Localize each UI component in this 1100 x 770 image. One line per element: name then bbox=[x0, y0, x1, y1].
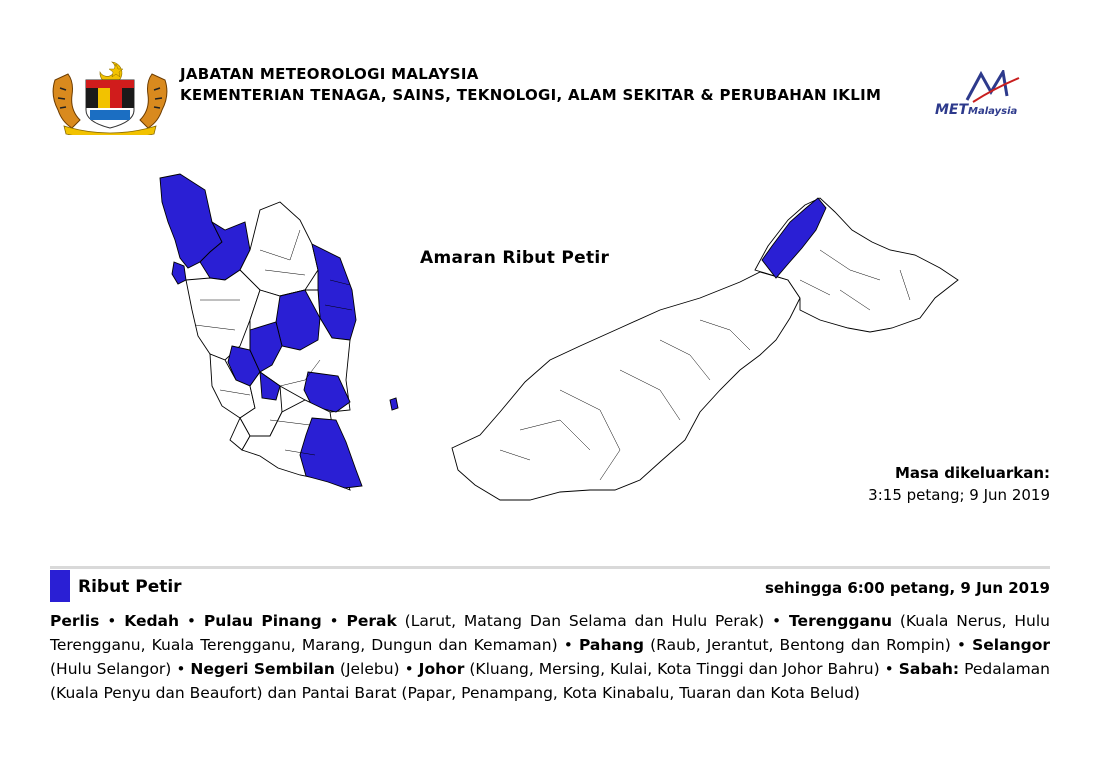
met-malaysia-logo bbox=[935, 70, 1050, 125]
peninsular-malaysia bbox=[160, 174, 398, 490]
area-state: Selangor bbox=[972, 636, 1050, 654]
issued-label: Masa dikeluarkan: bbox=[894, 464, 1050, 482]
east-malaysia bbox=[452, 198, 958, 500]
area-separator: • bbox=[764, 612, 790, 630]
map-title: Amaran Ribut Petir bbox=[420, 248, 610, 268]
region-johor-east bbox=[300, 418, 362, 488]
area-separator: • bbox=[399, 660, 419, 678]
org-line-2: KEMENTERIAN TENAGA, SAINS, TEKNOLOGI, ALAM SEKITAR & PERUBAHAN IKLIM bbox=[180, 86, 882, 104]
divider bbox=[50, 566, 1050, 569]
warning-header bbox=[50, 570, 1050, 602]
warning-validity: sehingga 6:00 petang, 9 Jun 2019 bbox=[764, 579, 1050, 597]
area-separator: • bbox=[879, 660, 899, 678]
area-item bbox=[124, 612, 179, 630]
area-districts: (Jelebu) bbox=[334, 660, 400, 678]
warning-type: Ribut Petir bbox=[78, 577, 182, 597]
met-swoosh-icon bbox=[963, 70, 1023, 104]
area-separator: • bbox=[99, 612, 125, 630]
area-item bbox=[419, 660, 880, 678]
region-pulau-tioman bbox=[390, 398, 398, 410]
region-perak-south bbox=[186, 270, 260, 360]
area-state: Johor bbox=[418, 660, 465, 678]
area-state: Perlis bbox=[50, 612, 100, 630]
area-districts: (Raub, Jerantut, Bentong dan Rompin) bbox=[644, 636, 951, 654]
met-logo-word: MET bbox=[935, 102, 969, 118]
organization-name bbox=[180, 64, 920, 106]
header bbox=[50, 60, 1050, 140]
area-separator: • bbox=[950, 636, 973, 654]
legend-swatch bbox=[50, 570, 70, 602]
malaysia-coat-of-arms-icon bbox=[50, 60, 170, 135]
area-item bbox=[204, 612, 322, 630]
area-districts: (Kluang, Mersing, Kulai, Kota Tinggi dan Johor Bahru) bbox=[464, 660, 880, 678]
area-item bbox=[50, 612, 99, 630]
area-districts: Pedalaman (Kuala Penyu dan Beaufort) dan Pantai Barat (Papar, Penampang, Kota Kinabalu, Tuaran dan Kota Belud) bbox=[50, 660, 1050, 702]
org-line-1: JABATAN METEOROLOGI MALAYSIA bbox=[180, 65, 479, 83]
area-separator: • bbox=[557, 636, 579, 654]
area-state: Negeri Sembilan bbox=[190, 660, 335, 678]
area-item bbox=[190, 660, 399, 678]
area-separator: • bbox=[171, 660, 191, 678]
area-districts: (Hulu Selangor) bbox=[50, 660, 172, 678]
area-item bbox=[579, 636, 951, 654]
met-logo-sub: Malaysia bbox=[968, 106, 1018, 117]
region-sarawak bbox=[452, 272, 800, 500]
area-districts: (Larut, Matang Dan Selama dan Hulu Perak) bbox=[396, 612, 765, 630]
issued-time-block bbox=[868, 462, 1050, 506]
area-state: Terengganu bbox=[789, 612, 892, 630]
area-state: Pulau Pinang bbox=[203, 612, 322, 630]
affected-areas bbox=[50, 609, 1050, 705]
met-logo-text bbox=[935, 102, 1017, 118]
area-separator: • bbox=[321, 612, 347, 630]
area-separator: • bbox=[179, 612, 204, 630]
area-state: Kedah bbox=[124, 612, 180, 630]
region-pulau-pinang bbox=[172, 262, 186, 284]
issued-time: 3:15 petang; 9 Jun 2019 bbox=[868, 486, 1050, 504]
area-state: Perak bbox=[346, 612, 397, 630]
area-item bbox=[347, 612, 765, 630]
area-state: Sabah: bbox=[898, 660, 960, 678]
area-districts: (Kuala Nerus, Hulu Terengganu, Kuala Terengganu, Marang, Dungun dan Kemaman) bbox=[50, 612, 1051, 654]
area-state: Pahang bbox=[578, 636, 645, 654]
